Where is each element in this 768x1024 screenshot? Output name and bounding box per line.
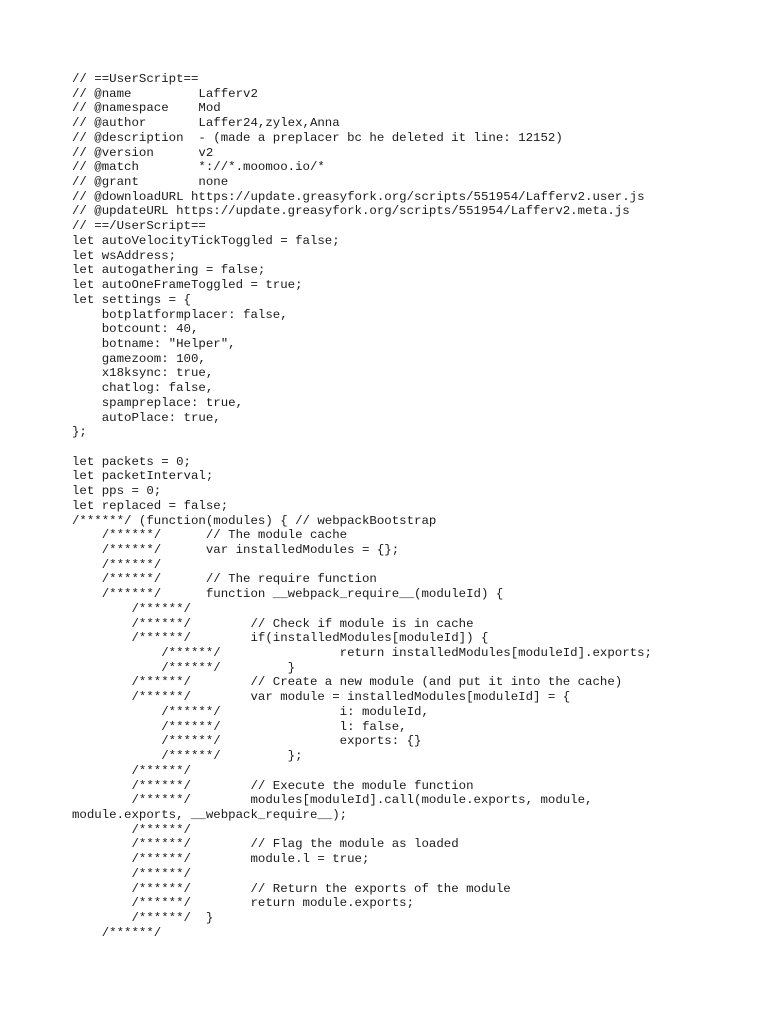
- code-line: /******/ // The require function: [72, 572, 377, 587]
- code-line: /******/ return module.exports;: [72, 896, 415, 911]
- code-line: /******/ module.l = true;: [72, 852, 370, 867]
- code-line: // @name Lafferv2: [72, 86, 258, 101]
- code-line: /******/ function __webpack_require__(moduleId) {: [72, 587, 504, 602]
- code-line: // @author Laffer24,zylex,Anna: [72, 116, 340, 131]
- code-line: /******/ (function(modules) { // webpackBootstrap: [72, 513, 437, 528]
- code-line: /******/ i: moduleId,: [72, 704, 429, 719]
- code-line: chatlog: false,: [72, 381, 214, 396]
- code-line: botcount: 40,: [72, 322, 199, 337]
- code-line: x18ksync: true,: [72, 366, 214, 381]
- code-line: /******/ }: [72, 660, 296, 675]
- code-line: let packets = 0;: [72, 454, 191, 469]
- code-listing: [72, 72, 712, 940]
- code-line: // @namespace Mod: [72, 101, 221, 116]
- code-line: /******/: [72, 557, 162, 572]
- code-line: /******/ }: [72, 910, 214, 925]
- code-line: let autogathering = false;: [72, 263, 266, 278]
- code-line: /******/: [72, 866, 191, 881]
- code-line: /******/ exports: {}: [72, 734, 422, 749]
- code-line: // @downloadURL https://update.greasyfork.org/scripts/551954/Lafferv2.user.js: [72, 189, 645, 204]
- code-line: /******/: [72, 763, 191, 778]
- code-line: /******/ // The module cache: [72, 528, 348, 543]
- code-line: gamezoom: 100,: [72, 351, 206, 366]
- code-line: // @grant none: [72, 175, 229, 190]
- code-line: // @description - (made a preplacer bc he deleted it line: 12152): [72, 130, 563, 145]
- code-line: /******/ if(installedModules[moduleId]) {: [72, 631, 489, 646]
- code-line: let packetInterval;: [72, 469, 214, 484]
- code-line: /******/ // Flag the module as loaded: [72, 837, 459, 852]
- code-line: /******/ // Create a new module (and put it into the cache): [72, 675, 623, 690]
- code-line: module.exports, __webpack_require__);: [72, 807, 348, 822]
- code-line: /******/ };: [72, 749, 303, 764]
- code-line: botplatformplacer: false,: [72, 307, 288, 322]
- code-line: /******/ l: false,: [72, 719, 407, 734]
- code-line: let wsAddress;: [72, 248, 177, 263]
- code-line: let pps = 0;: [72, 484, 162, 499]
- code-line: // ==UserScript==: [72, 72, 199, 86]
- code-line: // @match *://*.moomoo.io/*: [72, 160, 325, 175]
- code-line: /******/ var module = installedModules[moduleId] = {: [72, 690, 571, 705]
- code-line: /******/ // Check if module is in cache: [72, 616, 474, 631]
- code-line: [72, 440, 712, 455]
- code-line: // @updateURL https://update.greasyfork.org/scripts/551954/Lafferv2.meta.js: [72, 204, 630, 219]
- code-line: /******/ var installedModules = {};: [72, 543, 400, 557]
- code-line: let replaced = false;: [72, 498, 229, 513]
- code-line: /******/ // Return the exports of the module: [72, 881, 511, 896]
- code-line: };: [72, 425, 87, 440]
- code-line: /******/: [72, 925, 162, 940]
- code-line: autoPlace: true,: [72, 410, 221, 425]
- code-line: let settings = {: [72, 292, 191, 307]
- code-line: /******/: [72, 601, 191, 616]
- code-line: /******/ modules[moduleId].call(module.exports, module,: [72, 793, 593, 808]
- code-line: // ==/UserScript==: [72, 219, 206, 234]
- code-line: let autoOneFrameToggled = true;: [72, 278, 303, 293]
- code-line: /******/ // Execute the module function: [72, 778, 474, 793]
- code-line: spampreplace: true,: [72, 395, 244, 410]
- code-line: botname: "Helper",: [72, 336, 236, 351]
- code-line: // @version v2: [72, 145, 214, 160]
- code-line: /******/ return installedModules[moduleId].exports;: [72, 646, 652, 661]
- code-line: /******/: [72, 822, 191, 837]
- code-line: let autoVelocityTickToggled = false;: [72, 233, 340, 248]
